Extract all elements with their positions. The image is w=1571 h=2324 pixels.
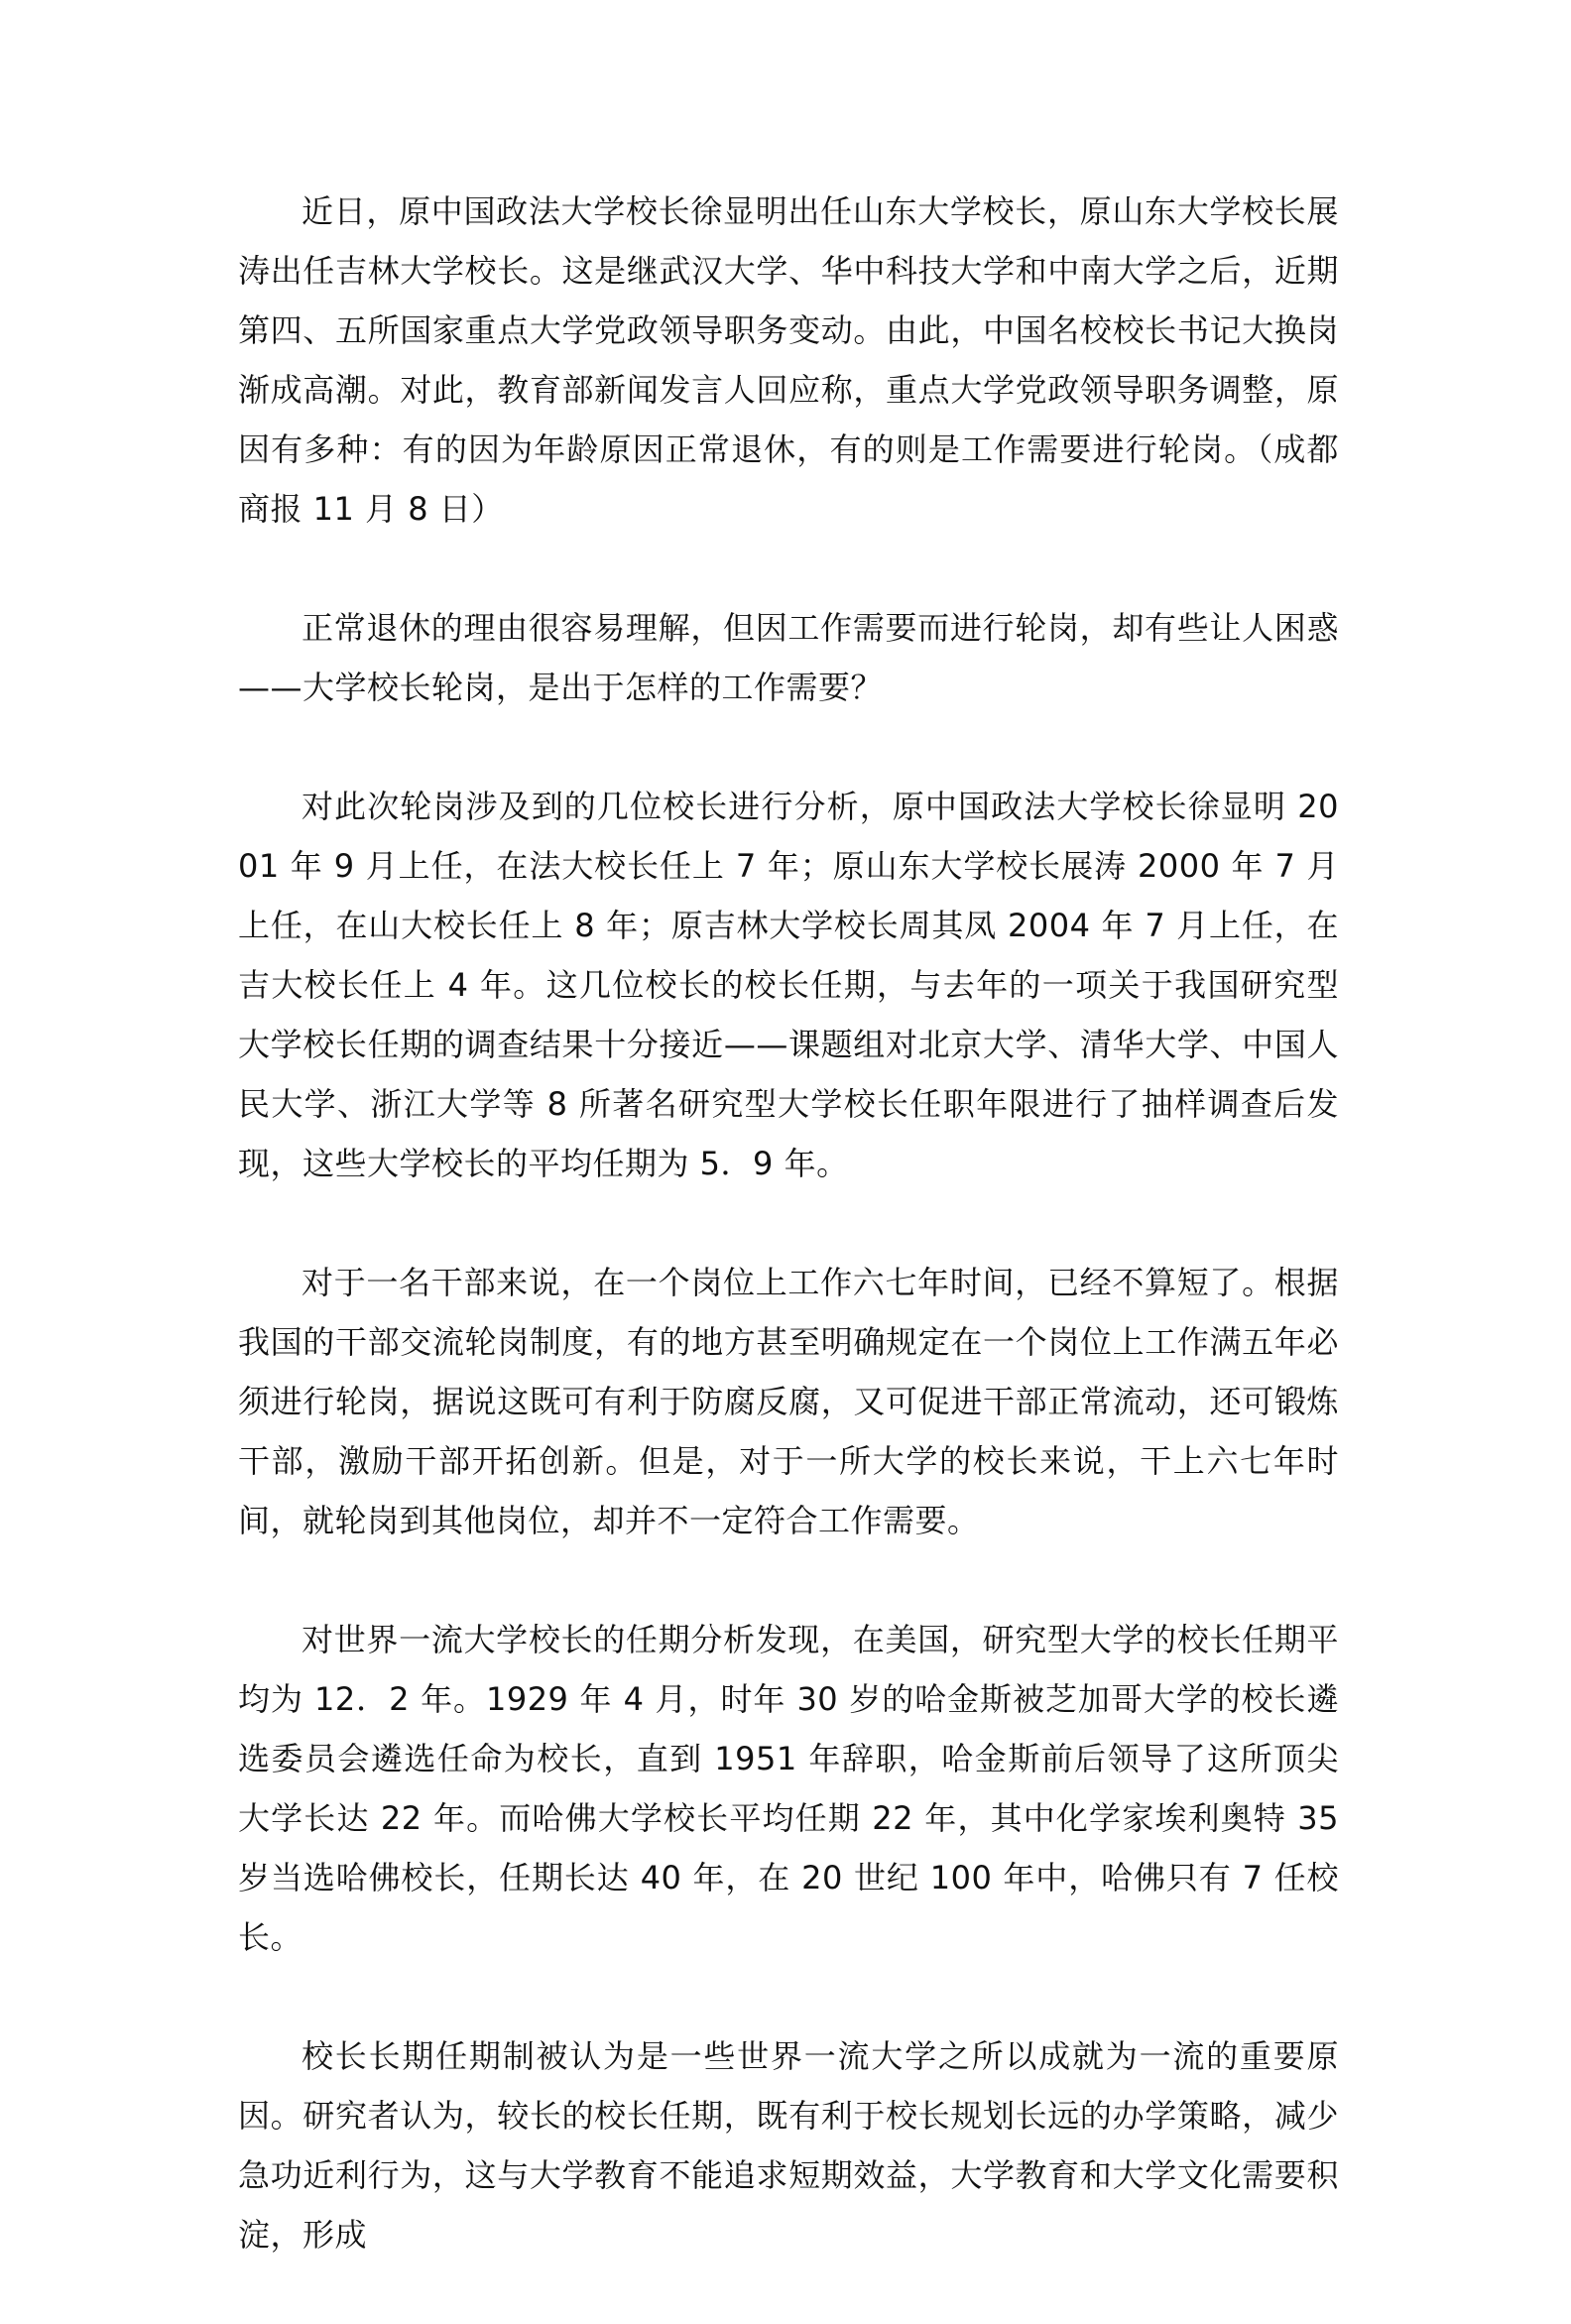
paragraph-cadre-rotation: 对于一名干部来说，在一个岗位上工作六七年时间，已经不算短了。根据我国的干部交流轮岗制度，有的地方甚至明确规定在一个岗位上工作满五年必须进行轮岗，据说这既可有利于防腐反腐，又可促进干部正常流动，还可锻炼干部，激励干部开拓创新。但是，对于一所大学的校长来说，干上六七年时间，就轮岗到其他岗位，却并不一定符合工作需要。: [238, 1264, 1339, 1539]
article-body: [238, 182, 1339, 2324]
paragraph-rotation-question: 正常退休的理由很容易理解，但因工作需要而进行轮岗，却有些让人困惑——大学校长轮岗，是出于怎样的工作需要？: [238, 609, 1339, 706]
paragraph-tenure-analysis: 对此次轮岗涉及到的几位校长进行分析，原中国政法大学校长徐显明 2001 年 9 月上任，在法大校长任上 7 年；原山东大学校长展涛 2000 年 7 月上任，在山大校长任上 8 年；原吉林大学校长周其凤 2004 年 7 月上任，在吉大校长任上 4 年。这几位校长的校长任期，与去年的一项关于我国研究型大学校长任期的调查结果十分接近——课题组对北京大学、清华大学、中国人民大学、浙江大学等 8 所著名研究型大学校长任职年限进行了抽样调查后发现，这些大学校长的平均任期为 5．9 年。: [238, 788, 1339, 1182]
paragraph-world-class-tenure: 对世界一流大学校长的任期分析发现，在美国，研究型大学的校长任期平均为 12．2 年。1929 年 4 月，时年 30 岁的哈金斯被芝加哥大学的校长遴选委员会遴选任命为校长，直到 1951 年辞职，哈金斯前后领导了这所顶尖大学长达 22 年。而哈佛大学校长平均任期 22 年，其中化学家埃利奥特 35 岁当选哈佛校长，任期长达 40 年，在 20 世纪 100 年中，哈佛只有 7 任校长。: [238, 1621, 1339, 1956]
paragraph-long-tenure-reason: 校长长期任期制被认为是一些世界一流大学之所以成就为一流的重要原因。研究者认为，较长的校长任期，既有利于校长规划长远的办学策略，减少急功近利行为，这与大学教育不能追求短期效益，大学教育和大学文化需要积淀，形成: [238, 2037, 1339, 2254]
paragraph-news-summary: 近日，原中国政法大学校长徐显明出任山东大学校长，原山东大学校长展涛出任吉林大学校长。这是继武汉大学、华中科技大学和中南大学之后，近期第四、五所国家重点大学党政领导职务变动。由此，中国名校校长书记大换岗渐成高潮。对此，教育部新闻发言人回应称，重点大学党政领导职务调整，原因有多种：有的因为年龄原因正常退休，有的则是工作需要进行轮岗。（成都商报 11 月 8 日）: [238, 192, 1339, 528]
